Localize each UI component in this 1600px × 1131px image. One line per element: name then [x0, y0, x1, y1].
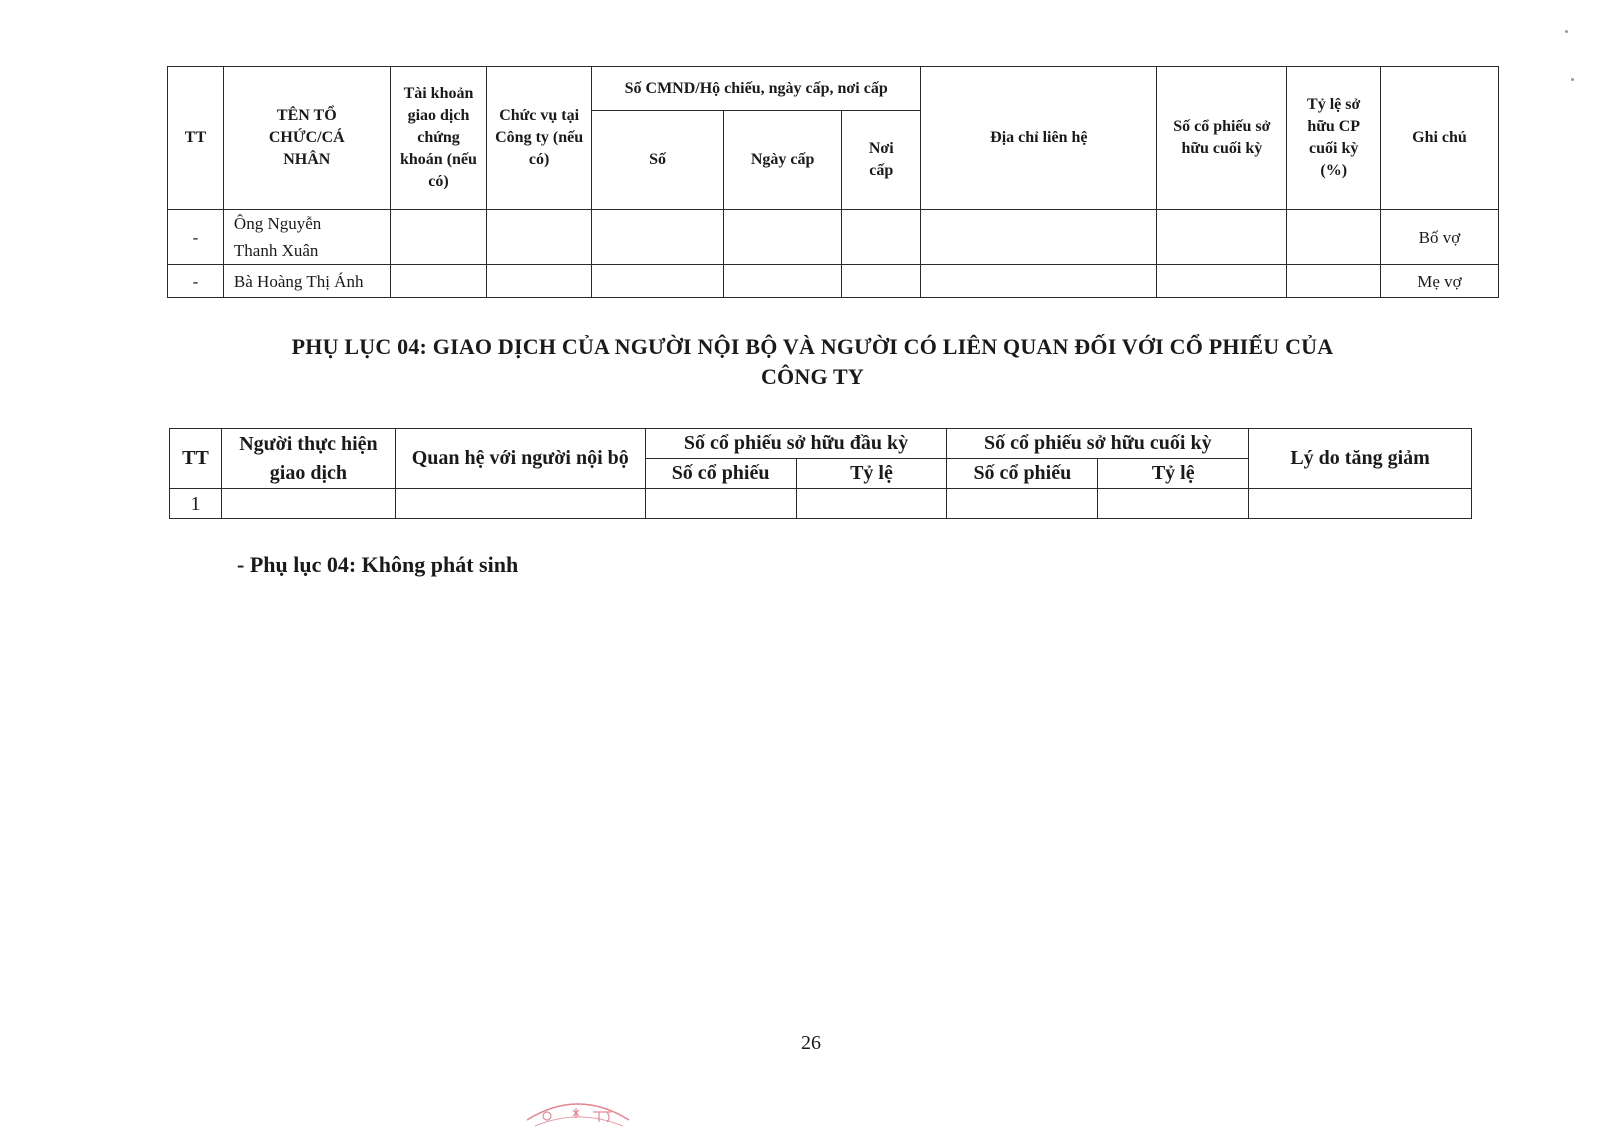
- row-start-ratio: [796, 489, 947, 519]
- row-position: [487, 210, 592, 265]
- header-reason: Lý do tăng giảm: [1249, 429, 1472, 489]
- header-id-number: Số: [591, 111, 723, 210]
- appendix-heading-line1: PHỤ LỤC 04: GIAO DỊCH CỦA NGƯỜI NỘI BỘ VÀ NGƯỜI CÓ LIÊN QUAN ĐỐI VỚI CỔ PHIẾU CỦA: [291, 334, 1334, 359]
- row-issue-place: [842, 265, 921, 298]
- row-start-shares: [645, 489, 796, 519]
- row-account: [390, 210, 487, 265]
- header-start-ratio: Tỷ lệ: [796, 459, 947, 489]
- row-note: Bố vợ: [1380, 210, 1498, 265]
- header-note: Ghi chú: [1380, 67, 1498, 210]
- row-name: Bà Hoàng Thị Ánh: [223, 265, 390, 298]
- header-end-shares: Số cổ phiếu: [947, 459, 1098, 489]
- table-row: [170, 489, 1472, 519]
- header-end-ratio: Tỷ lệ: [1098, 459, 1249, 489]
- header-position: Chức vụ tại Công ty (nếu có): [487, 67, 592, 210]
- header-end-group: Số cổ phiếu sở hữu cuối kỳ: [947, 429, 1249, 459]
- row-id-number: [591, 265, 723, 298]
- red-seal-stamp-icon: [523, 1090, 633, 1130]
- appendix-heading-line2: CÔNG TY: [760, 364, 865, 389]
- header-name: TÊN TỔ CHỨC/CÁ NHÂN: [223, 67, 390, 210]
- header-issue-date: Ngày cấp: [724, 111, 842, 210]
- header-issue-place: Nơi cấp: [842, 111, 921, 210]
- row-end-shares: [947, 489, 1098, 519]
- shareholder-relations-table: [167, 66, 1499, 298]
- row-shares-end: [1157, 265, 1287, 298]
- row-id-number: [591, 210, 723, 265]
- header-id-group: Số CMND/Hộ chiếu, ngày cấp, nơi cấp: [591, 67, 920, 111]
- row-name-line1: Ông Nguyễn: [233, 214, 322, 233]
- header-tt: TT: [170, 429, 222, 489]
- appendix-note: - Phụ lục 04: Không phát sinh: [237, 552, 519, 577]
- row-issue-place: [842, 210, 921, 265]
- row-ratio-end: [1287, 210, 1381, 265]
- row-name: [223, 210, 390, 265]
- header-ratio-end: Tỷ lệ sở hữu CP cuối kỳ (%): [1287, 67, 1381, 210]
- row-address: [921, 265, 1157, 298]
- row-tt: -: [168, 265, 224, 298]
- row-shares-end: [1157, 210, 1287, 265]
- row-address: [921, 210, 1157, 265]
- header-start-shares: Số cổ phiếu: [645, 459, 796, 489]
- header-account: Tài khoản giao dịch chứng khoán (nếu có): [390, 67, 487, 210]
- row-issue-date: [724, 265, 842, 298]
- row-issue-date: [724, 210, 842, 265]
- row-position: [487, 265, 592, 298]
- table-row: [168, 265, 1499, 298]
- row-ratio-end: [1287, 265, 1381, 298]
- header-start-group: Số cổ phiếu sở hữu đầu kỳ: [645, 429, 947, 459]
- scan-speck: [1571, 78, 1574, 81]
- table-row: [168, 210, 1499, 265]
- header-address: Địa chỉ liên hệ: [921, 67, 1157, 210]
- row-tt: -: [168, 210, 224, 265]
- row-tt: 1: [170, 489, 222, 519]
- row-end-ratio: [1098, 489, 1249, 519]
- row-reason: [1249, 489, 1472, 519]
- header-person: Người thực hiện giao dịch: [221, 429, 395, 489]
- row-account: [390, 265, 487, 298]
- insider-transactions-table: [169, 428, 1472, 519]
- header-relation: Quan hệ với người nội bộ: [395, 429, 645, 489]
- row-name-line2: Thanh Xuân: [233, 241, 319, 260]
- header-shares-end: Số cổ phiếu sở hữu cuối kỳ: [1157, 67, 1287, 210]
- row-person: [221, 489, 395, 519]
- appendix-heading: [170, 332, 1455, 392]
- row-relation: [395, 489, 645, 519]
- header-tt: TT: [168, 67, 224, 210]
- row-note: Mẹ vợ: [1380, 265, 1498, 298]
- scan-speck: [1565, 30, 1568, 33]
- page-number: 26: [801, 1032, 821, 1054]
